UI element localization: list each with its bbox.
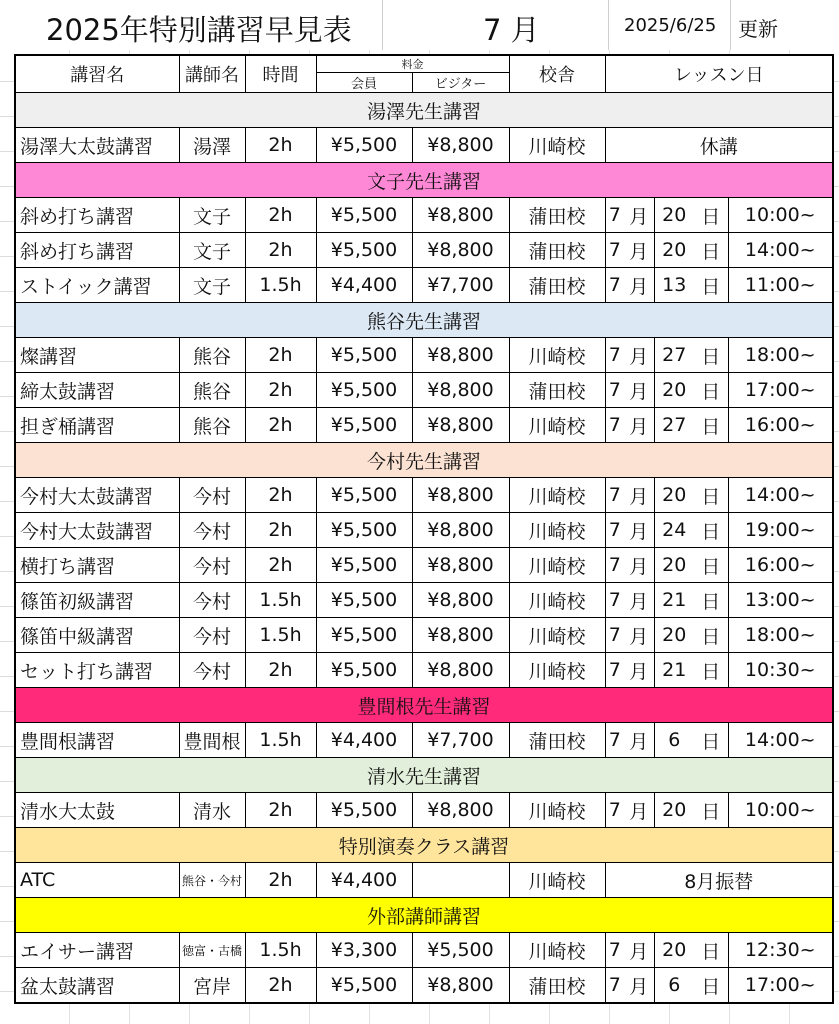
- lesson-day-unit: 日: [694, 653, 728, 688]
- school: 川崎校: [509, 548, 605, 583]
- member-fee: ¥5,500: [316, 968, 412, 1004]
- lesson-time: 16:00~: [728, 408, 833, 443]
- table-row: [15, 933, 833, 968]
- lesson-day: 20: [654, 618, 694, 653]
- course-name: 締太鼓講習: [15, 373, 179, 408]
- lesson-month-unit: 月: [624, 408, 654, 443]
- lesson-day-unit: 日: [694, 548, 728, 583]
- duration: 2h: [245, 338, 316, 373]
- lesson-month-unit: 月: [624, 478, 654, 513]
- col-header-duration: 時間: [245, 55, 316, 93]
- duration: 2h: [245, 233, 316, 268]
- school: 蒲田校: [509, 723, 605, 758]
- visitor-fee: ¥8,800: [412, 478, 509, 513]
- school: 川崎校: [509, 618, 605, 653]
- col-header-member: 会員: [316, 73, 412, 93]
- table-row: [15, 408, 833, 443]
- lesson-month: 7: [605, 653, 624, 688]
- school: 蒲田校: [509, 373, 605, 408]
- lesson-day: 13: [654, 268, 694, 303]
- course-name: エイサー講習: [15, 933, 179, 968]
- lesson-month-unit: 月: [624, 653, 654, 688]
- school: 川崎校: [509, 478, 605, 513]
- visitor-fee: ¥8,800: [412, 233, 509, 268]
- school: 川崎校: [509, 513, 605, 548]
- page-title: 2025年特別講習早見表: [46, 13, 352, 47]
- duration: 2h: [245, 548, 316, 583]
- duration: 1.5h: [245, 618, 316, 653]
- teacher-name: 熊谷: [179, 408, 245, 443]
- lesson-time: 14:00~: [728, 478, 833, 513]
- visitor-fee: ¥8,800: [412, 548, 509, 583]
- lesson-time: 11:00~: [728, 268, 833, 303]
- table-row: [15, 723, 833, 758]
- teacher-name: 熊谷: [179, 338, 245, 373]
- table-row: [15, 128, 833, 163]
- lesson-day: 27: [654, 338, 694, 373]
- course-name: 斜め打ち講習: [15, 233, 179, 268]
- lesson-day: 21: [654, 583, 694, 618]
- school: 川崎校: [509, 793, 605, 828]
- visitor-fee: ¥8,800: [412, 583, 509, 618]
- table-row: [15, 618, 833, 653]
- visitor-fee: ¥8,800: [412, 128, 509, 163]
- member-fee: ¥5,500: [316, 618, 412, 653]
- duration: 2h: [245, 408, 316, 443]
- table-row: [15, 373, 833, 408]
- member-fee: ¥3,300: [316, 933, 412, 968]
- lesson-day: 20: [654, 198, 694, 233]
- visitor-fee: ¥8,800: [412, 968, 509, 1004]
- teacher-name: 豊間根: [179, 723, 245, 758]
- lesson-month-unit: 月: [624, 198, 654, 233]
- visitor-fee: ¥8,800: [412, 793, 509, 828]
- lesson-day-unit: 日: [694, 338, 728, 373]
- member-fee: ¥5,500: [316, 478, 412, 513]
- teacher-name: 今村: [179, 478, 245, 513]
- school: 川崎校: [509, 863, 605, 898]
- lesson-note: 8月振替: [605, 863, 833, 898]
- teacher-name: 今村: [179, 513, 245, 548]
- lesson-month: 7: [605, 373, 624, 408]
- lesson-day: 6: [654, 968, 694, 1004]
- lesson-note: 休講: [605, 128, 833, 163]
- table-row: [15, 513, 833, 548]
- course-name: 篠笛初級講習: [15, 583, 179, 618]
- lesson-time: 10:00~: [728, 793, 833, 828]
- table-row: [15, 268, 833, 303]
- lesson-month: 7: [605, 268, 624, 303]
- school: 川崎校: [509, 583, 605, 618]
- col-header-visitor: ビジター: [412, 73, 509, 93]
- member-fee: ¥5,500: [316, 338, 412, 373]
- lesson-day-unit: 日: [694, 268, 728, 303]
- section-title: 今村先生講習: [15, 443, 833, 478]
- teacher-name: 清水: [179, 793, 245, 828]
- lesson-month: 7: [605, 723, 624, 758]
- lesson-time: 12:30~: [728, 933, 833, 968]
- section-title: 外部講師講習: [15, 898, 833, 933]
- lesson-day: 20: [654, 933, 694, 968]
- lesson-day: 24: [654, 513, 694, 548]
- teacher-name: 湯澤: [179, 128, 245, 163]
- course-name: 斜め打ち講習: [15, 198, 179, 233]
- member-fee: ¥5,500: [316, 373, 412, 408]
- member-fee: ¥5,500: [316, 548, 412, 583]
- teacher-name: 文子: [179, 198, 245, 233]
- school: 川崎校: [509, 338, 605, 373]
- course-name: 燦講習: [15, 338, 179, 373]
- duration: 2h: [245, 198, 316, 233]
- visitor-fee: ¥8,800: [412, 513, 509, 548]
- course-name: 湯澤大太鼓講習: [15, 128, 179, 163]
- lesson-month: 7: [605, 548, 624, 583]
- visitor-fee: ¥8,800: [412, 373, 509, 408]
- section-header-row: [15, 828, 833, 863]
- duration: 1.5h: [245, 723, 316, 758]
- section-title: 豊間根先生講習: [15, 688, 833, 723]
- lesson-month-unit: 月: [624, 968, 654, 1004]
- lesson-day: 20: [654, 793, 694, 828]
- section-title: 熊谷先生講習: [15, 303, 833, 338]
- visitor-fee: [412, 863, 509, 898]
- lesson-day-unit: 日: [694, 968, 728, 1004]
- section-title: 文子先生講習: [15, 163, 833, 198]
- col-header-lesson-day: レッスン日: [605, 55, 833, 93]
- member-fee: ¥5,500: [316, 233, 412, 268]
- lesson-time: 10:00~: [728, 198, 833, 233]
- lesson-day: 20: [654, 478, 694, 513]
- lesson-month: 7: [605, 338, 624, 373]
- duration: 1.5h: [245, 583, 316, 618]
- member-fee: ¥4,400: [316, 723, 412, 758]
- col-header-course: 講習名: [15, 55, 179, 93]
- col-header-teacher: 講師名: [179, 55, 245, 93]
- visitor-fee: ¥7,700: [412, 268, 509, 303]
- teacher-name: 今村: [179, 653, 245, 688]
- table-row: [15, 548, 833, 583]
- lesson-day-unit: 日: [694, 408, 728, 443]
- school: 川崎校: [509, 408, 605, 443]
- course-name: 盆太鼓講習: [15, 968, 179, 1004]
- lesson-day-unit: 日: [694, 933, 728, 968]
- lesson-time: 17:00~: [728, 373, 833, 408]
- lesson-day-unit: 日: [694, 583, 728, 618]
- school: 蒲田校: [509, 233, 605, 268]
- member-fee: ¥5,500: [316, 793, 412, 828]
- visitor-fee: ¥8,800: [412, 338, 509, 373]
- teacher-name: 宮岸: [179, 968, 245, 1004]
- lesson-day-unit: 日: [694, 723, 728, 758]
- lesson-day-unit: 日: [694, 618, 728, 653]
- course-name: 今村大太鼓講習: [15, 513, 179, 548]
- lesson-day-unit: 日: [694, 198, 728, 233]
- member-fee: ¥4,400: [316, 268, 412, 303]
- title-row: [0, 0, 839, 50]
- lesson-month-unit: 月: [624, 583, 654, 618]
- member-fee: ¥5,500: [316, 128, 412, 163]
- table-row: [15, 198, 833, 233]
- table-row: [15, 968, 833, 1004]
- section-title: 清水先生講習: [15, 758, 833, 793]
- table-row: [15, 233, 833, 268]
- course-name: 今村大太鼓講習: [15, 478, 179, 513]
- col-header-fee: 料金: [316, 55, 509, 73]
- lesson-month: 7: [605, 583, 624, 618]
- teacher-name: 熊谷・今村: [179, 863, 245, 898]
- section-header-row: [15, 898, 833, 933]
- school: 蒲田校: [509, 198, 605, 233]
- lesson-month-unit: 月: [624, 618, 654, 653]
- lesson-time: 14:00~: [728, 233, 833, 268]
- course-name: ATC: [15, 863, 179, 898]
- lesson-day: 20: [654, 233, 694, 268]
- col-header-school: 校舎: [509, 55, 605, 93]
- course-name: 清水大太鼓: [15, 793, 179, 828]
- teacher-name: 今村: [179, 548, 245, 583]
- school: 蒲田校: [509, 268, 605, 303]
- visitor-fee: ¥7,700: [412, 723, 509, 758]
- course-name: 篠笛中級講習: [15, 618, 179, 653]
- lesson-month-unit: 月: [624, 793, 654, 828]
- teacher-name: 徳富・古橋: [179, 933, 245, 968]
- duration: 2h: [245, 968, 316, 1004]
- lesson-time: 16:00~: [728, 548, 833, 583]
- member-fee: ¥5,500: [316, 513, 412, 548]
- lesson-month-unit: 月: [624, 233, 654, 268]
- table-row: [15, 653, 833, 688]
- section-title: 特別演奏クラス講習: [15, 828, 833, 863]
- school: 川崎校: [509, 933, 605, 968]
- teacher-name: 今村: [179, 583, 245, 618]
- duration: 2h: [245, 478, 316, 513]
- schedule-body: [15, 93, 833, 1004]
- schedule-table: [14, 54, 834, 1004]
- duration: 2h: [245, 373, 316, 408]
- duration: 2h: [245, 863, 316, 898]
- lesson-time: 17:00~: [728, 968, 833, 1004]
- lesson-day-unit: 日: [694, 478, 728, 513]
- lesson-month: 7: [605, 793, 624, 828]
- member-fee: ¥4,400: [316, 863, 412, 898]
- member-fee: ¥5,500: [316, 408, 412, 443]
- duration: 2h: [245, 793, 316, 828]
- visitor-fee: ¥5,500: [412, 933, 509, 968]
- lesson-day-unit: 日: [694, 233, 728, 268]
- visitor-fee: ¥8,800: [412, 198, 509, 233]
- table-row: [15, 338, 833, 373]
- lesson-month-unit: 月: [624, 548, 654, 583]
- course-name: ストイック講習: [15, 268, 179, 303]
- lesson-time: 13:00~: [728, 583, 833, 618]
- lesson-month-unit: 月: [624, 268, 654, 303]
- lesson-month: 7: [605, 408, 624, 443]
- course-name: 横打ち講習: [15, 548, 179, 583]
- table-row: [15, 793, 833, 828]
- duration: 1.5h: [245, 268, 316, 303]
- section-title: 湯澤先生講習: [15, 93, 833, 128]
- duration: 2h: [245, 513, 316, 548]
- lesson-month: 7: [605, 968, 624, 1004]
- section-header-row: [15, 758, 833, 793]
- table-row: [15, 478, 833, 513]
- lesson-day: 20: [654, 373, 694, 408]
- lesson-day: 6: [654, 723, 694, 758]
- section-header-row: [15, 688, 833, 723]
- updated-label: 更新: [738, 17, 778, 41]
- member-fee: ¥5,500: [316, 583, 412, 618]
- duration: 1.5h: [245, 933, 316, 968]
- lesson-day-unit: 日: [694, 513, 728, 548]
- lesson-time: 18:00~: [728, 618, 833, 653]
- lesson-month-unit: 月: [624, 723, 654, 758]
- duration: 2h: [245, 653, 316, 688]
- lesson-day-unit: 日: [694, 793, 728, 828]
- lesson-time: 14:00~: [728, 723, 833, 758]
- member-fee: ¥5,500: [316, 653, 412, 688]
- lesson-time: 10:30~: [728, 653, 833, 688]
- lesson-month: 7: [605, 933, 624, 968]
- visitor-fee: ¥8,800: [412, 618, 509, 653]
- teacher-name: 文子: [179, 233, 245, 268]
- lesson-day-unit: 日: [694, 373, 728, 408]
- course-name: 豊間根講習: [15, 723, 179, 758]
- title-month: 7 月: [483, 13, 540, 47]
- lesson-month-unit: 月: [624, 933, 654, 968]
- visitor-fee: ¥8,800: [412, 653, 509, 688]
- table-row: [15, 863, 833, 898]
- teacher-name: 文子: [179, 268, 245, 303]
- table-row: [15, 583, 833, 618]
- lesson-day: 20: [654, 548, 694, 583]
- section-header-row: [15, 443, 833, 478]
- lesson-month: 7: [605, 478, 624, 513]
- school: 川崎校: [509, 128, 605, 163]
- section-header-row: [15, 303, 833, 338]
- course-name: セット打ち講習: [15, 653, 179, 688]
- duration: 2h: [245, 128, 316, 163]
- lesson-day: 27: [654, 408, 694, 443]
- lesson-month: 7: [605, 198, 624, 233]
- lesson-time: 18:00~: [728, 338, 833, 373]
- lesson-month: 7: [605, 233, 624, 268]
- lesson-month: 7: [605, 618, 624, 653]
- lesson-day: 21: [654, 653, 694, 688]
- visitor-fee: ¥8,800: [412, 408, 509, 443]
- member-fee: ¥5,500: [316, 198, 412, 233]
- school: 川崎校: [509, 653, 605, 688]
- school: 蒲田校: [509, 968, 605, 1004]
- section-header-row: [15, 163, 833, 198]
- lesson-time: 19:00~: [728, 513, 833, 548]
- section-header-row: [15, 93, 833, 128]
- teacher-name: 熊谷: [179, 373, 245, 408]
- course-name: 担ぎ桶講習: [15, 408, 179, 443]
- lesson-month-unit: 月: [624, 513, 654, 548]
- lesson-month-unit: 月: [624, 373, 654, 408]
- lesson-month-unit: 月: [624, 338, 654, 373]
- teacher-name: 今村: [179, 618, 245, 653]
- lesson-month: 7: [605, 513, 624, 548]
- updated-date: 2025/6/25: [624, 15, 717, 36]
